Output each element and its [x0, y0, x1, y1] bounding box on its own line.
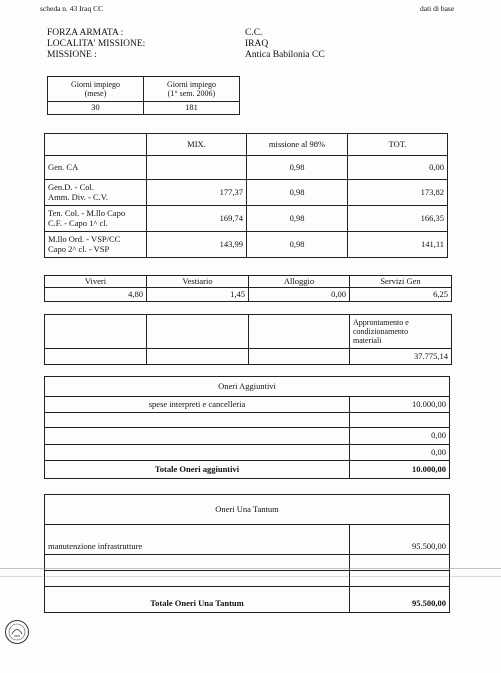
rates-label-line2: Amm. Div. - C.V.: [48, 191, 108, 202]
oneri-una-tantum-total-row: [45, 587, 450, 613]
info-values: [245, 28, 325, 61]
approntamento-table: [44, 314, 452, 365]
rates-label-line2: Capo 2^ cl. - VSP: [48, 243, 110, 254]
giorni-h2b: (1° sem. 2006): [167, 89, 216, 98]
rates-row: [45, 206, 448, 232]
rates-row-mix: 177,37: [147, 180, 247, 206]
oneri-aggiuntivi-row: [45, 397, 450, 413]
info-labels: [47, 28, 145, 61]
oneri-aggiuntivi-table: [44, 376, 450, 479]
rates-header-mix: MIX.: [147, 134, 247, 156]
viveri-header-alloggio: Alloggio: [249, 276, 350, 288]
oneri-aggiuntivi-total-label: Totale Oneri aggiuntivi: [45, 461, 350, 479]
giorni-h1a: Giorni impiego: [70, 79, 121, 89]
approntamento-cell-empty: [45, 315, 147, 349]
viveri-value-viveri: 4,80: [45, 288, 147, 302]
rates-row-pct: 0,98: [247, 232, 348, 258]
oneri-una-tantum-item-value: 95.500,00: [350, 525, 450, 555]
rates-row-tot: 141,11: [348, 232, 448, 258]
giorni-value-mese: 30: [48, 102, 144, 115]
rates-row-label: [45, 232, 147, 258]
oneri-una-tantum-item: manutenzione infrastrutture: [45, 525, 350, 555]
rates-header-pct: missione al 98%: [247, 134, 348, 156]
rates-row-mix: 169,74: [147, 206, 247, 232]
label-localita: LOCALITA' MISSIONE:: [47, 39, 146, 49]
oneri-una-tantum-empty: [350, 571, 450, 587]
rates-row-tot: 166,35: [348, 206, 448, 232]
approntamento-cell-empty: [249, 315, 350, 349]
giorni-header-sem: [144, 77, 240, 102]
rates-row-label: [45, 206, 147, 232]
oneri-una-tantum-title-row: [45, 495, 450, 525]
approntamento-value-row: [45, 349, 452, 365]
value-missione: Antica Babilonia CC: [245, 50, 325, 60]
oneri-aggiuntivi-title-row: [45, 377, 450, 397]
approntamento-cell-empty: [45, 349, 147, 365]
rates-row-tot: 173,82: [348, 180, 448, 206]
oneri-aggiuntivi-empty: [350, 413, 450, 428]
rates-row-tot: 0,00: [348, 156, 448, 180]
viveri-header-servizi: Servizi Gen: [350, 276, 452, 288]
oneri-aggiuntivi-total-value: 10.000,00: [350, 461, 450, 479]
giorni-table: [47, 76, 240, 115]
viveri-table: [44, 275, 452, 302]
rates-row-label: [45, 180, 147, 206]
viveri-value-row: [45, 288, 452, 302]
approntamento-cell-empty: [147, 349, 249, 365]
sheet-header-left: scheda n. 43 Iraq CC: [40, 4, 104, 13]
label-missione: MISSIONE :: [47, 50, 97, 60]
oneri-aggiuntivi-empty: [45, 428, 350, 445]
viveri-header-row: [45, 276, 452, 288]
rates-header-row: [45, 134, 448, 156]
rates-label-line1: Gen.D. - Col.: [48, 181, 95, 192]
approntamento-label: [350, 315, 452, 349]
value-forza-armata: C.C.: [245, 28, 263, 38]
rates-row-label: [45, 156, 147, 180]
rates-row-pct: 0,98: [247, 156, 348, 180]
viveri-header-vestiario: Vestiario: [147, 276, 249, 288]
label-forza-armata: FORZA ARMATA :: [47, 28, 124, 38]
oneri-aggiuntivi-row: [45, 445, 450, 461]
approntamento-label-line3: materiali: [353, 336, 382, 346]
giorni-header-mese: [48, 77, 144, 102]
oneri-aggiuntivi-total-row: [45, 461, 450, 479]
oneri-una-tantum-row: [45, 525, 450, 555]
rates-label-line1: Gen. CA: [48, 161, 79, 172]
viveri-value-alloggio: 0,00: [249, 288, 350, 302]
oneri-una-tantum-table: [44, 494, 450, 613]
oneri-una-tantum-row: [45, 571, 450, 587]
rates-row-mix: [147, 156, 247, 180]
approntamento-label-line1: Approntamento e: [353, 317, 409, 327]
rates-header-tot: TOT.: [348, 134, 448, 156]
giorni-h2a: Giorni impiego: [166, 79, 217, 89]
oneri-aggiuntivi-empty: [45, 413, 350, 428]
value-localita: IRAQ: [245, 39, 269, 49]
oneri-una-tantum-empty: [45, 571, 350, 587]
approntamento-cell-empty: [147, 315, 249, 349]
rates-row: [45, 232, 448, 258]
oneri-aggiuntivi-item-value: 10.000,00: [350, 397, 450, 413]
rates-header-empty: [45, 134, 147, 156]
rates-row-pct: 0,98: [247, 180, 348, 206]
oneri-aggiuntivi-row: [45, 413, 450, 428]
sheet-header-right: dati di base: [420, 4, 455, 13]
oneri-una-tantum-title: Oneri Una Tantum: [45, 495, 450, 525]
rates-row-mix: 143,99: [147, 232, 247, 258]
viveri-value-servizi: 6,25: [350, 288, 452, 302]
rates-label-line2: C.F. - Capo 1^ cl.: [48, 217, 108, 228]
rates-label-line1: Ten. Col. - M.llo Capo: [48, 207, 126, 218]
approntamento-label-row: [45, 315, 452, 349]
oneri-una-tantum-total-value: 95.500,00: [350, 587, 450, 613]
approntamento-value: 37.775,14: [350, 349, 452, 365]
oneri-aggiuntivi-blank-value: 0,00: [350, 445, 450, 461]
scan-line: [0, 568, 501, 569]
oneri-aggiuntivi-item: spese interpreti e cancelleria: [45, 397, 350, 413]
approntamento-cell-empty: [249, 349, 350, 365]
scan-line: [0, 576, 501, 577]
giorni-value-row: [48, 102, 240, 115]
oneri-aggiuntivi-title: Oneri Aggiuntivi: [45, 377, 450, 397]
oneri-aggiuntivi-row: [45, 428, 450, 445]
oneri-una-tantum-total-label: Totale Oneri Una Tantum: [45, 587, 350, 613]
stamp-seal-icon: [4, 619, 30, 645]
giorni-header-row: [48, 77, 240, 102]
oneri-aggiuntivi-blank-value: 0,00: [350, 428, 450, 445]
rates-row: [45, 180, 448, 206]
rates-row: [45, 156, 448, 180]
oneri-aggiuntivi-empty: [45, 445, 350, 461]
giorni-value-sem: 181: [144, 102, 240, 115]
rates-table: [44, 133, 448, 258]
viveri-value-vestiario: 1,45: [147, 288, 249, 302]
rates-label-line1: M.llo Ord. - VSP/CC: [48, 233, 121, 244]
approntamento-label-line2: condizionamento: [353, 326, 409, 336]
rates-row-pct: 0,98: [247, 206, 348, 232]
viveri-header-viveri: Viveri: [45, 276, 147, 288]
giorni-h1b: (mese): [84, 89, 107, 98]
